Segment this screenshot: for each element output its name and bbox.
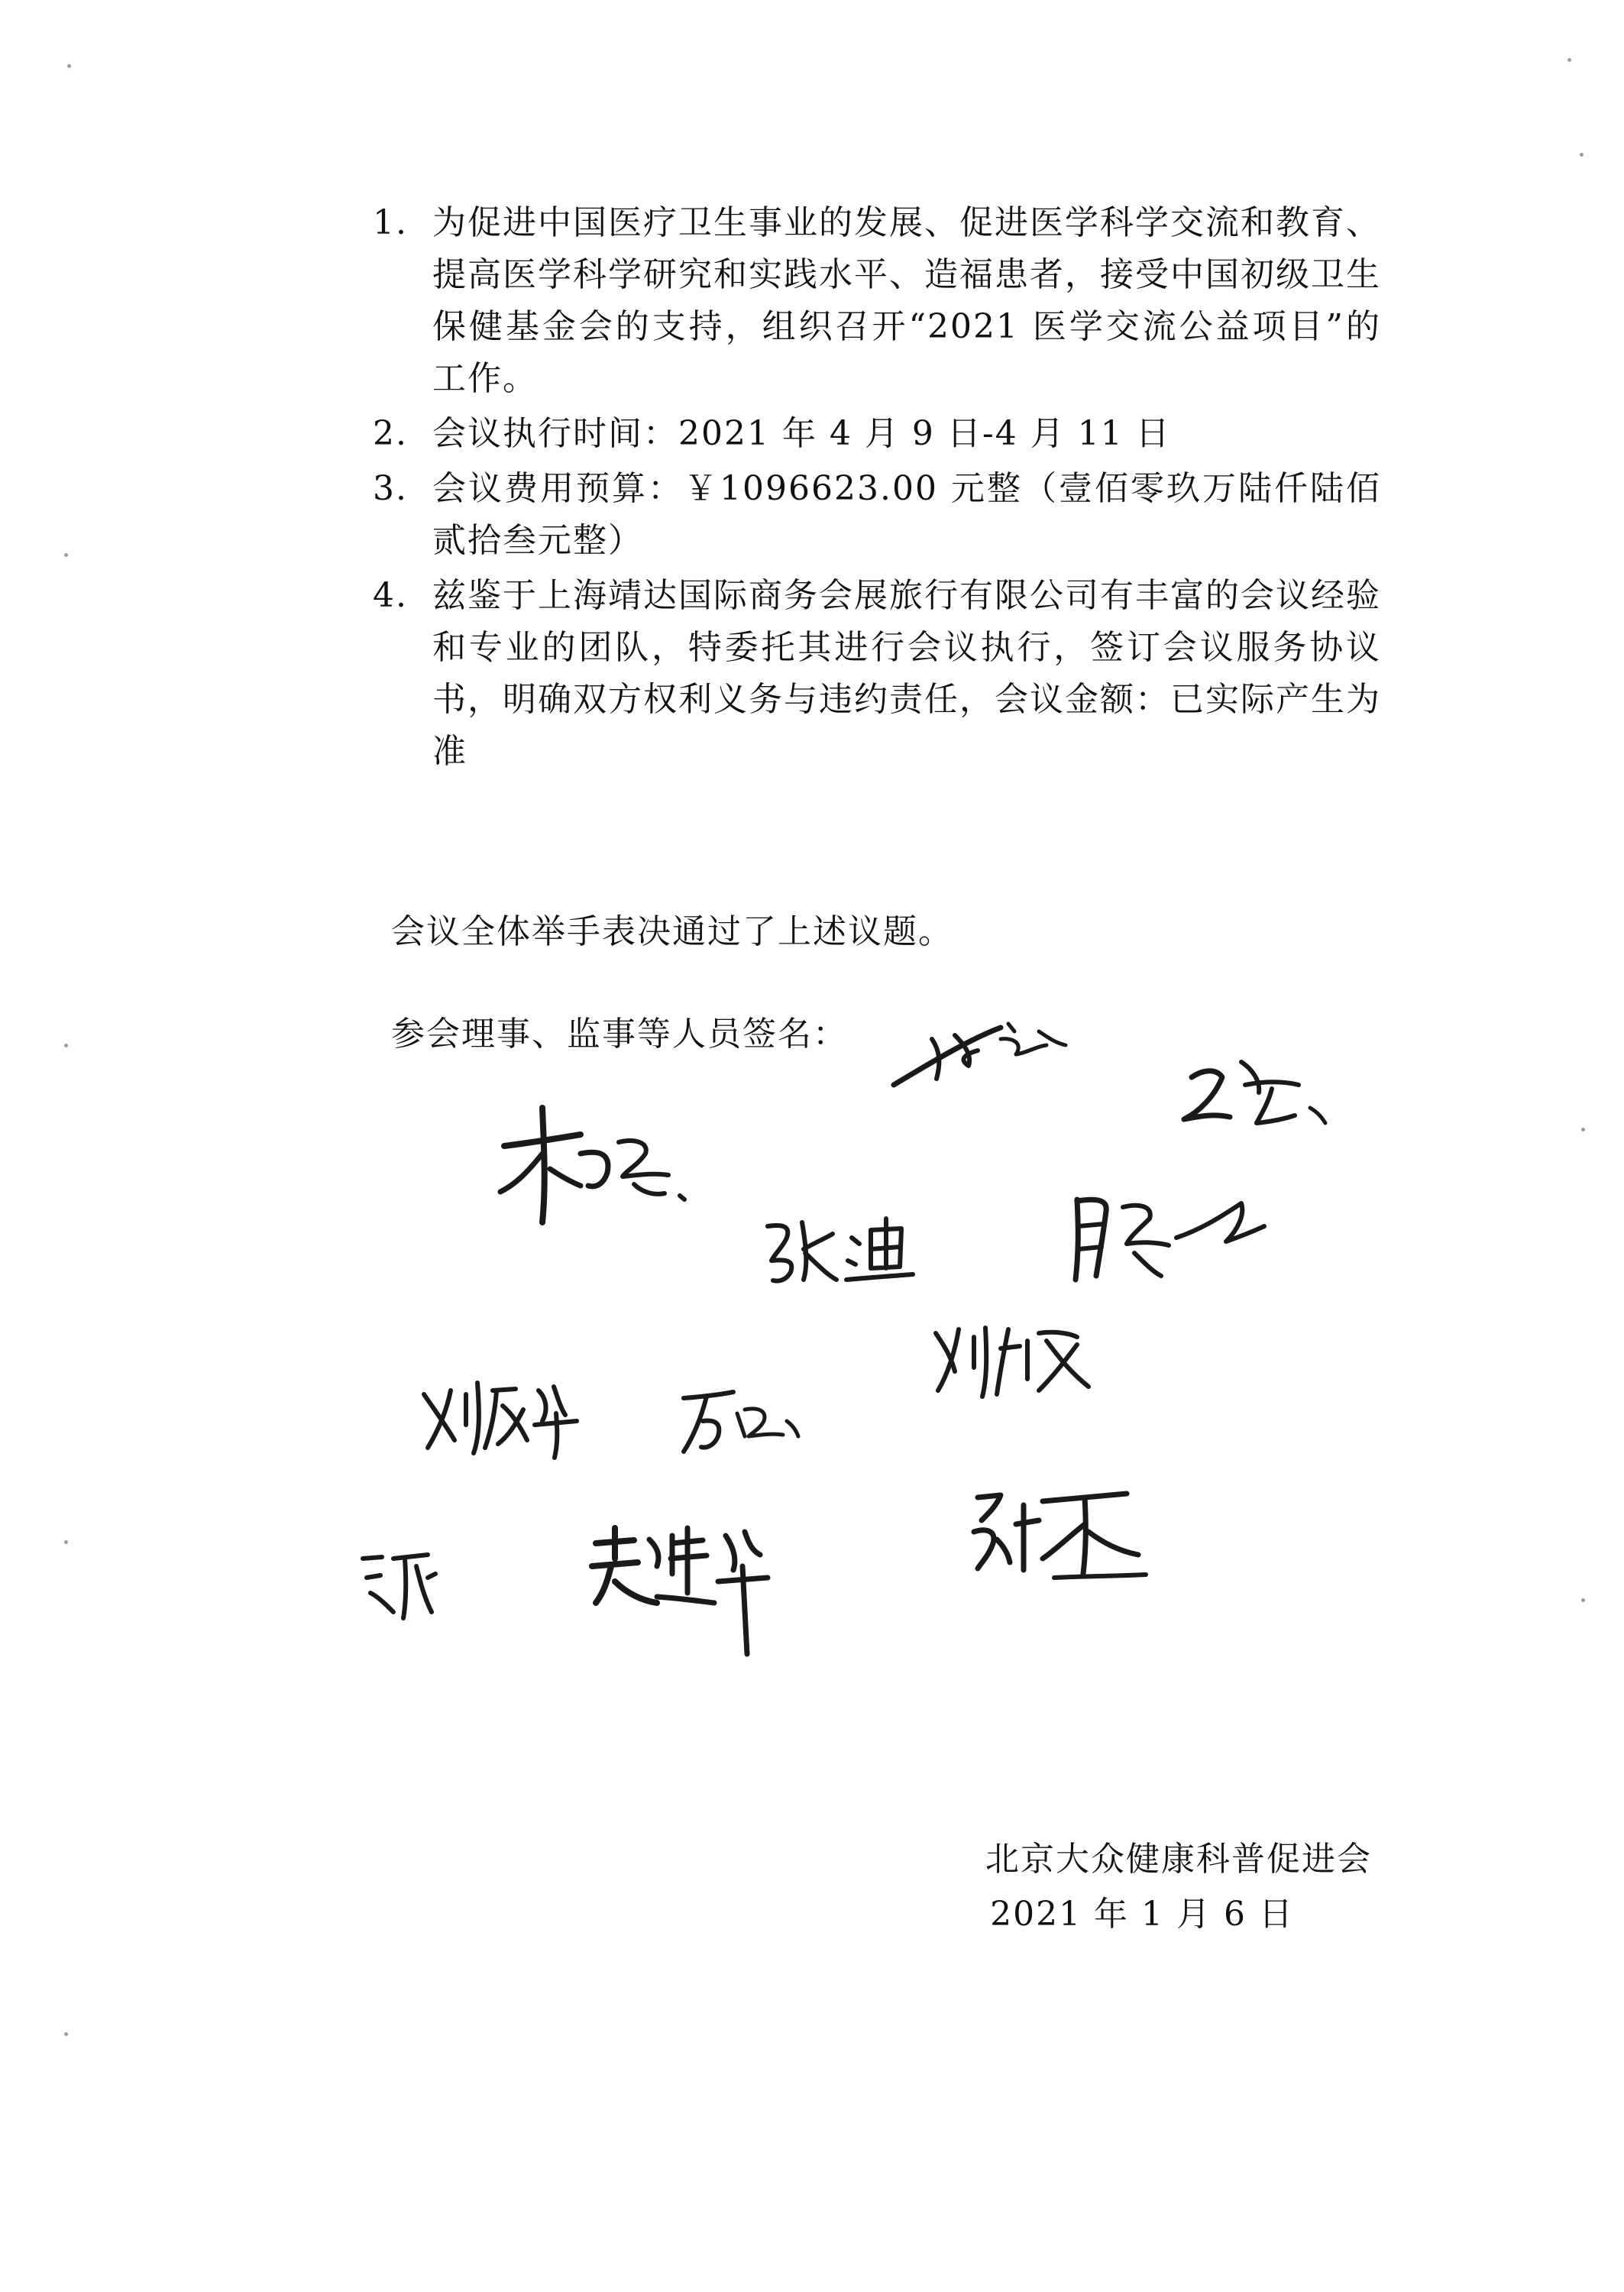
- signature-label: 参会理事、监事等人员签名：: [391, 1015, 848, 1054]
- agenda-item: [373, 570, 1381, 778]
- signature-3: [489, 1100, 695, 1230]
- item-text: 会议执行时间：2021 年 4 月 9 日-4 月 11 日: [432, 414, 1171, 453]
- document-date: 2021 年 1 月 6 日: [990, 1895, 1294, 1934]
- agenda-item: [373, 463, 1381, 567]
- item-number: 4.: [373, 576, 408, 615]
- agenda-item: [373, 197, 1381, 405]
- scan-speck: [1581, 1128, 1585, 1131]
- scan-speck: [1567, 58, 1571, 62]
- signature-liu-you: [924, 1314, 1100, 1406]
- scan-speck: [1580, 153, 1584, 157]
- scan-speck: [67, 64, 71, 68]
- item-text: 兹鉴于上海靖达国际商务会展旅行有限公司有丰富的会议经验和专业的团队，特委托其进行会议执行，签订会议服务协议书，明确双方权利义务与违约责任，会议金额：已实际产生为准: [432, 576, 1381, 771]
- signature-liu-qinghua: [412, 1368, 588, 1459]
- scan-speck: [64, 1044, 68, 1047]
- signature-zhang-di: [756, 1207, 924, 1291]
- item-number: 1.: [373, 203, 408, 242]
- scan-speck: [64, 553, 68, 557]
- item-text: 为促进中国医疗卫生事业的发展、促进医学科学交流和教育、提高医学科学研究和实践水平、造福患者，接受中国初级卫生保健基金会的支持，组织召开“2021 医学交流公益项目”的工作。: [432, 203, 1381, 398]
- item-number: 2.: [373, 414, 408, 453]
- item-text: 会议费用预算：￥1096623.00 元整（壹佰零玖万陆仟陆佰贰拾叁元整）: [432, 469, 1381, 560]
- agenda-item: [373, 408, 1381, 460]
- signature-1: [886, 1008, 1077, 1093]
- agenda-list: [373, 197, 1381, 781]
- signature-4: [1062, 1177, 1276, 1291]
- scan-speck: [64, 1540, 68, 1544]
- resolution-statement: 会议全体举手表决通过了上述议题。: [391, 912, 953, 951]
- organization-name: 北京大众健康科普促进会: [985, 1840, 1372, 1879]
- item-number: 3.: [373, 469, 408, 508]
- signature-2: [1169, 1047, 1344, 1138]
- signature-6: [351, 1536, 443, 1627]
- signature-zhao-jianhua: [581, 1513, 779, 1658]
- scan-speck: [1581, 1598, 1585, 1602]
- signature-7: [962, 1478, 1153, 1585]
- signature-5: [672, 1375, 810, 1459]
- scan-speck: [64, 2032, 68, 2036]
